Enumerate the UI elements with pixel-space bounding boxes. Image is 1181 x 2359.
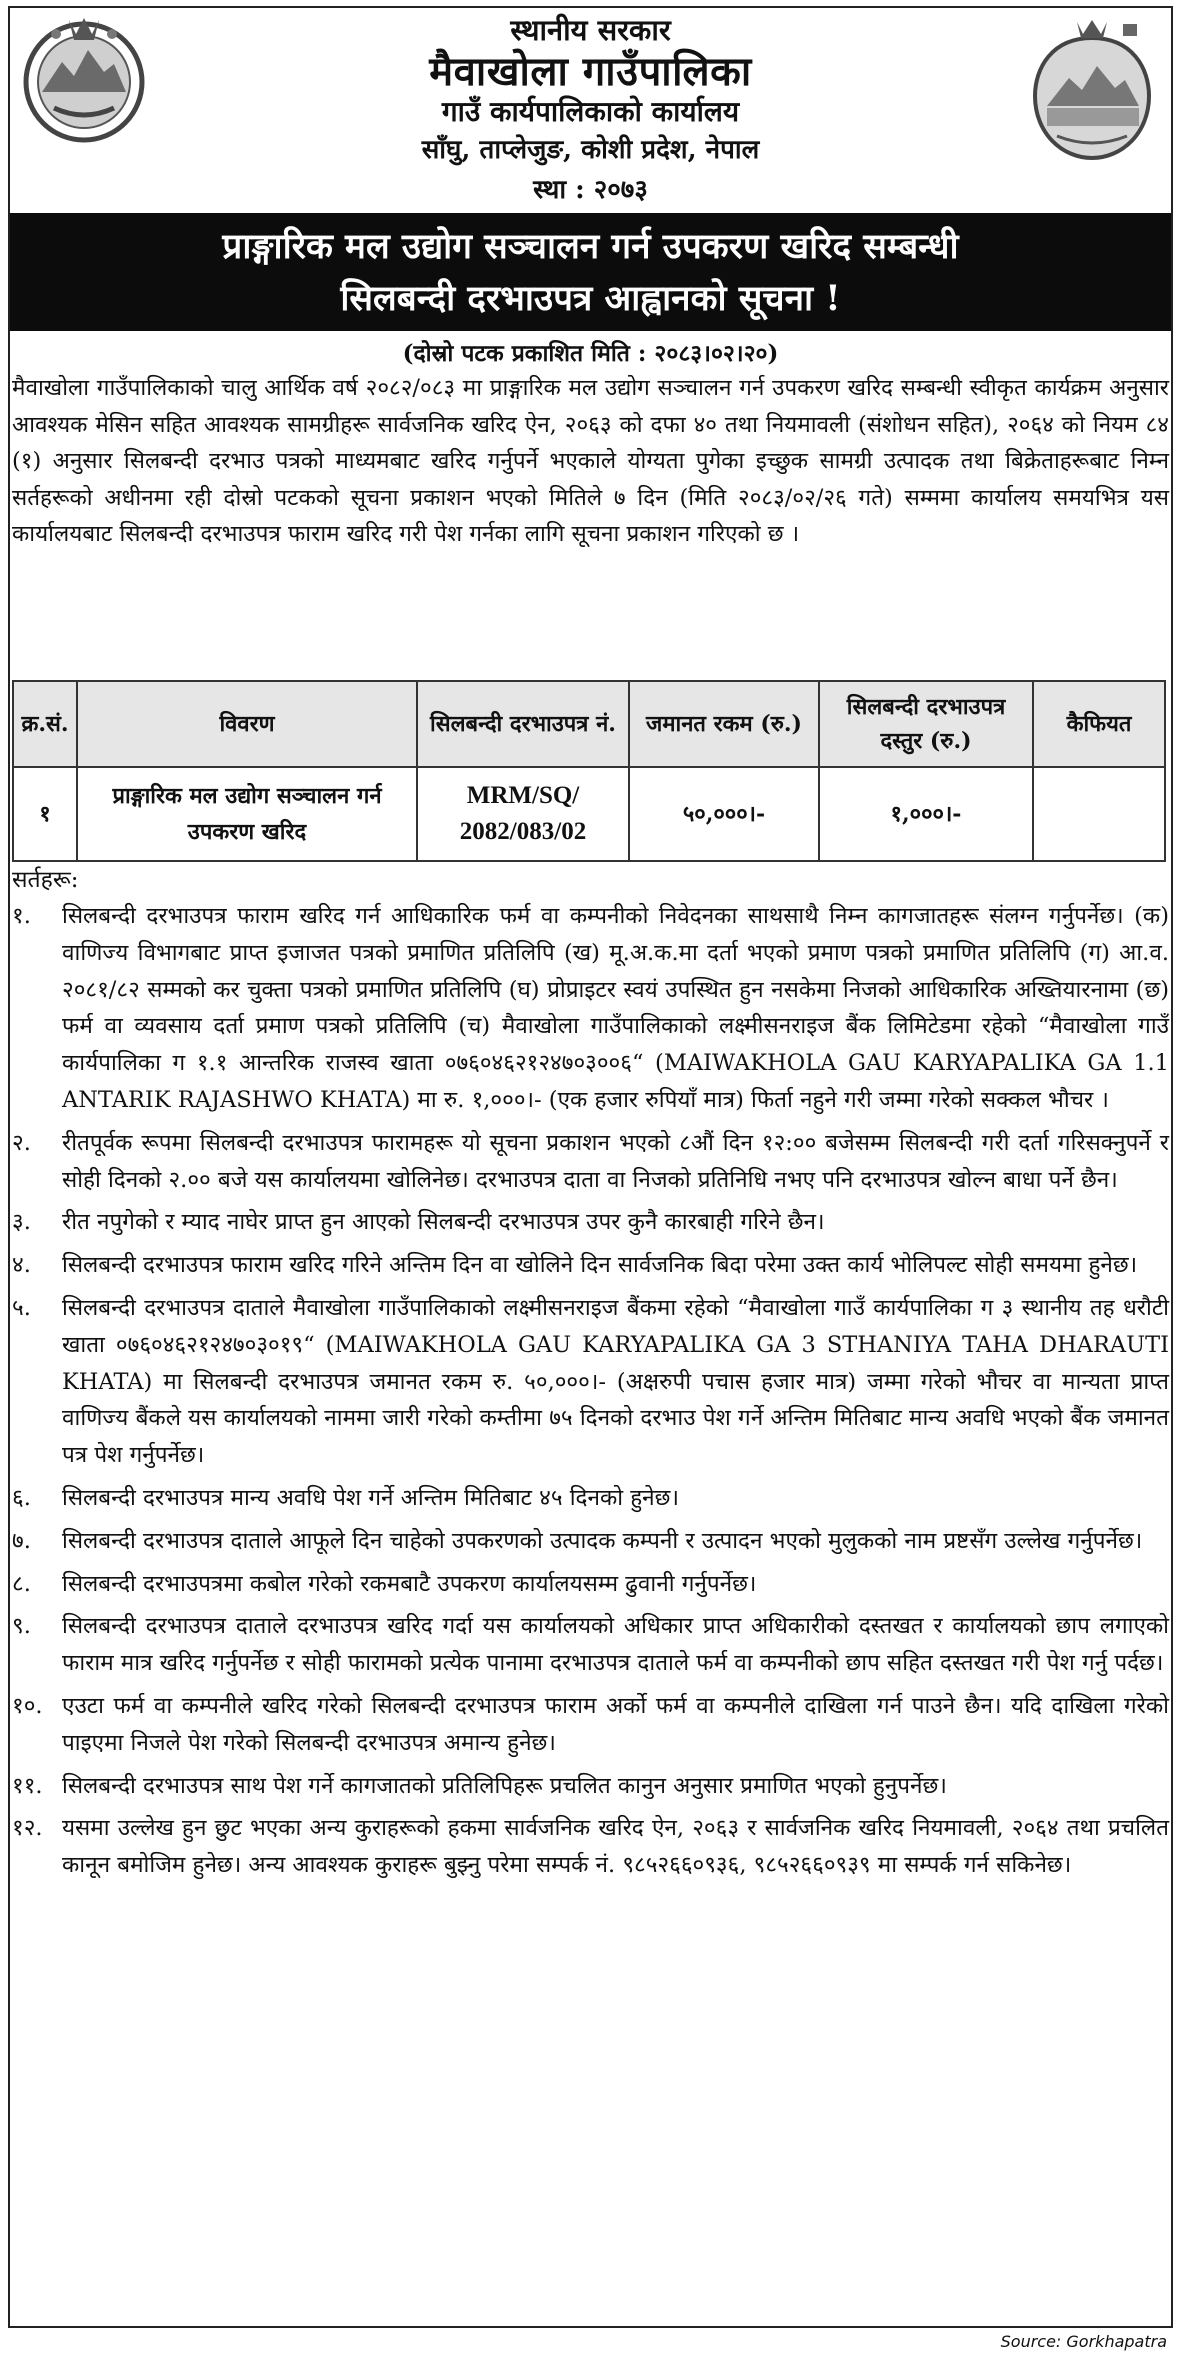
table-header-row <box>13 681 1165 767</box>
term-text: रीतपूर्वक रूपमा सिलबन्दी दरभाउपत्र फारामहरू यो सूचना प्रकाशन भएको ८औं दिन १२:०० बजेसम्म सिलबन्दी गरी दर्ता गरिसक्नुपर्ने र सोही दिनको २.०० बजे यस कार्यालयमा खोलिनेछ। दरभाउपत्र दाता वा निजको प्रतिनिधि नभए पनि दरभाउपत्र खोल्न बाधा पर्ने छैन। <box>62 1129 1169 1193</box>
cell-remarks <box>1033 767 1165 861</box>
term-text: सिलबन्दी दरभाउपत्र दाताले आफूले दिन चाहेको उपकरणको उत्पादक कम्पनी र उत्पादन भएको मुलुकको नाम प्रष्टसँग उल्लेख गर्नुपर्नेछ। <box>62 1527 1143 1554</box>
list-item <box>12 1480 1169 1517</box>
list-item <box>12 1566 1169 1603</box>
title-banner <box>10 213 1171 331</box>
office-address: साँघु, ताप्लेजुङ, कोशी प्रदेश, नेपाल <box>421 135 760 165</box>
republish-date: (दोस्रो पटक प्रकाशित मिति : २०८३।०२।२०) <box>402 340 779 367</box>
title-line-1: प्राङ्गारिक मल उद्योग सञ्चालन गर्न उपकरण खरिद सम्बन्धी <box>222 226 959 267</box>
term-text: यसमा उल्लेख हुन छुट भएका अन्य कुराहरूको हकमा सार्वजनिक खरिद ऐन, २०६३ र सार्वजनिक खरिद नियमावली, २०६४ तथा प्रचलित कानून बमोजिम हुनेछ। अन्य आवश्यक कुराहरू बुझ्नु परेमा सम्पर्क नं. ९८५२६६०९३६, ९८५२६६०९३९ मा सम्पर्क गर्न सकिनेछ। <box>62 1815 1169 1879</box>
list-item <box>12 1290 1169 1474</box>
intro-paragraph: मैवाखोला गाउँपालिकाको चालु आर्थिक वर्ष २०८२/०८३ मा प्राङ्गारिक मल उद्योग सञ्चालन गर्न उपकरण खरिद सम्बन्धी स्वीकृत कार्यक्रम अनुसार आवश्यक मेसिन सहित आवश्यक सामग्रीहरू सार्वजनिक खरिद ऐन, २०६३ को दफा ४० तथा नियमावली (संशोधन सहित), २०६४ को नियम ८४ (१) अनुसार सिलबन्दी दरभाउ पत्रको माध्यमबाट खरिद गर्नुपर्ने भएकाले योग्यता पुगेका इच्छुक सामग्री उत्पादक तथा बिक्रेताहरूबाट निम्न सर्तहरूको अधीनमा रही दोस्रो पटकको सूचना प्रकाशन भएको मितिले ७ दिन (मिति २०८३/०२/२६ गते) सम्ममा कार्यालय समयभित्र यस कार्यालयबाट सिलबन्दी दरभाउपत्र फाराम खरिद गरी पेश गर्नका लागि सूचना प्रकाशन गरिएको छ । <box>12 375 1169 547</box>
term-text: एउटा फर्म वा कम्पनीले खरिद गरेको सिलबन्दी दरभाउपत्र फाराम अर्को फर्म वा कम्पनीले दाखिला गर्न पाउने छैन। यदि दाखिला गरेको पाइएमा निजले पेश गरेको सिलबन्दी दरभाउपत्र अमान्य हुनेछ। <box>62 1692 1169 1756</box>
term-number: १. <box>12 903 31 929</box>
term-text: सिलबन्दी दरभाउपत्र फाराम खरिद गर्न आधिकारिक फर्म वा कम्पनीको निवेदनका साथसाथै निम्न कागजातहरू संलग्न गर्नुपर्नेछ। (क) वाणिज्य विभागबाट प्राप्त इजाजत पत्रको प्रमाणित प्रतिलिपि (ख) मू.अ.क.मा दर्ता भएको प्रमाण पत्रको प्रमाणित प्रतिलिपि (ग) आ.व. २०८१/८२ सम्मको कर चुक्ता पत्रको प्रमाणित प्रतिलिपि (घ) प्रोप्राइटर स्वयं उपस्थित हुन नसकेमा निजको आधिकारिक अख्तियारनामा (छ) फर्म वा व्यवसाय दर्ता प्रमाण पत्रको प्रतिलिपि (च) मैवाखोला गाउँपालिकाको लक्ष्मीसनराइज बैंक लिमिटेडमा रहेको “मैवाखोला गाउँ कार्यपालिका ग १.१ आन्तरिक राजस्व खाता ०७६०४६२१२४७०३००६“ (MAIWAKHOLA GAU KARYAPALIKA GA 1.1 ANTARIK RAJASHWO KHATA) मा रु. १,०००।- (एक हजार रुपियाँ मात्र) फिर्ता नहुने गरी जम्मा गरेको सक्कल भौचर । <box>62 903 1169 1113</box>
cell-bid-fee: १,०००।- <box>819 767 1033 861</box>
established-year: स्था : २०७३ <box>533 175 648 205</box>
term-number: ७. <box>12 1527 31 1554</box>
terms-heading: सर्तहरू: <box>12 867 79 893</box>
table-row <box>13 767 1165 861</box>
term-text: सिलबन्दी दरभाउपत्र दाताले दरभाउपत्र खरिद गर्दा यस कार्यालयको अधिकार प्राप्त अधिकारीको दस्तखत र कार्यालयको छाप लगाएको फाराम मात्र खरिद गर्नुपर्नेछ र सोही फारामको प्रत्येक पानामा दरभाउपत्र दाताले फर्म वा कम्पनीको छाप सहित दस्तखत गरी पेश गर्नु पर्दछ। <box>62 1613 1169 1677</box>
office-name: गाउँ कार्यपालिकाको कार्यालय <box>441 95 740 128</box>
term-text: रीत नपुगेको र म्याद नाघेर प्राप्त हुन आएको सिलबन्दी दरभाउपत्र उपर कुनै कारबाही गरिने छैन। <box>62 1209 825 1236</box>
term-number: १०. <box>12 1692 43 1719</box>
term-number: ३. <box>12 1209 31 1236</box>
list-item <box>12 1523 1169 1560</box>
cell-bid-number: MRM/SQ/ 2082/083/02 <box>417 767 629 861</box>
municipality-name: मैवाखोला गाउँपालिका <box>429 48 752 95</box>
col-header-sn: क्र.सं. <box>13 681 77 767</box>
col-header-bid-number: सिलबन्दी दरभाउपत्र नं. <box>417 681 629 767</box>
cell-sn: १ <box>13 767 77 861</box>
list-item <box>12 1608 1169 1682</box>
term-number: ११. <box>12 1772 43 1799</box>
list-item <box>12 1768 1169 1805</box>
term-number: ६. <box>12 1484 31 1511</box>
term-text: सिलबन्दी दरभाउपत्र दाताले मैवाखोला गाउँपालिकाको लक्ष्मीसनराइज बैंकमा रहेको “मैवाखोला गाउँ कार्यपालिका ग ३ स्थानीय तह धरौटी खाता ०७६०४६२१२४७०३०१९“ (MAIWAKHOLA GAU KARYAPALIKA GA 3 STHANIYA TAHA DHARAUTI KHATA) मा सिलबन्दी दरभाउपत्र जमानत रकम रु. ५०,०००।- (अक्षरुपी पचास हजार मात्र) जम्मा गरेको भौचर वा मान्यता प्राप्त वाणिज्य बैंकले यस कार्यालयको नाममा जारी गरेको कम्तीमा ७५ दिनको दरभाउ पेश गर्ने अन्तिम मितिबाट मान्य अवधि भएको बैंक जमानत पत्र पेश गर्नुपर्नेछ। <box>62 1294 1169 1469</box>
bid-table <box>12 680 1166 862</box>
col-header-description: विवरण <box>77 681 417 767</box>
term-text: सिलबन्दी दरभाउपत्र साथ पेश गर्ने कागजातको प्रतिलिपिहरू प्रचलित कानुन अनुसार प्रमाणित भएको हुनुपर्नेछ। <box>62 1772 947 1799</box>
header-line-1: स्थानीय सरकार <box>510 13 671 47</box>
cell-bid-security: ५०,०००।- <box>629 767 819 861</box>
title-line-2: सिलबन्दी दरभाउपत्र आह्वानको सूचना ! <box>340 278 841 319</box>
term-number: २. <box>12 1129 31 1156</box>
source-credit: Source: Gorkhapatra <box>1000 2332 1167 2351</box>
term-number: ५. <box>12 1294 31 1321</box>
term-number: ८. <box>12 1570 31 1597</box>
list-item <box>12 1125 1169 1199</box>
term-number: ४. <box>12 1252 31 1279</box>
term-text: सिलबन्दी दरभाउपत्र मान्य अवधि पेश गर्ने अन्तिम मितिबाट ४५ दिनको हुनेछ। <box>62 1484 679 1511</box>
list-item <box>12 898 1169 1119</box>
term-number: १२. <box>12 1815 43 1842</box>
list-item <box>12 1810 1169 1884</box>
list-item <box>12 1204 1169 1241</box>
list-item <box>12 1247 1169 1284</box>
term-number: ९. <box>12 1613 31 1640</box>
terms-list <box>12 898 1169 1890</box>
col-header-bid-security: जमानत रकम (रु.) <box>629 681 819 767</box>
cell-description: प्राङ्गारिक मल उद्योग सञ्चालन गर्न उपकरण खरिद <box>77 767 417 861</box>
term-text: सिलबन्दी दरभाउपत्रमा कबोल गरेको रकमबाटै उपकरण कार्यालयसम्म ढुवानी गर्नुपर्नेछ। <box>62 1570 757 1597</box>
col-header-remarks: कैफियत <box>1033 681 1165 767</box>
term-text: सिलबन्दी दरभाउपत्र फाराम खरिद गरिने अन्तिम दिन वा खोलिने दिन सार्वजनिक बिदा परेमा उक्त कार्य भोलिपल्ट सोही समयमा हुनेछ। <box>62 1252 1138 1279</box>
col-header-bid-fee: सिलबन्दी दरभाउपत्र दस्तुर (रु.) <box>819 681 1033 767</box>
municipality-seal-icon <box>1027 18 1157 166</box>
list-item <box>12 1688 1169 1762</box>
nepal-emblem-icon <box>14 10 154 150</box>
